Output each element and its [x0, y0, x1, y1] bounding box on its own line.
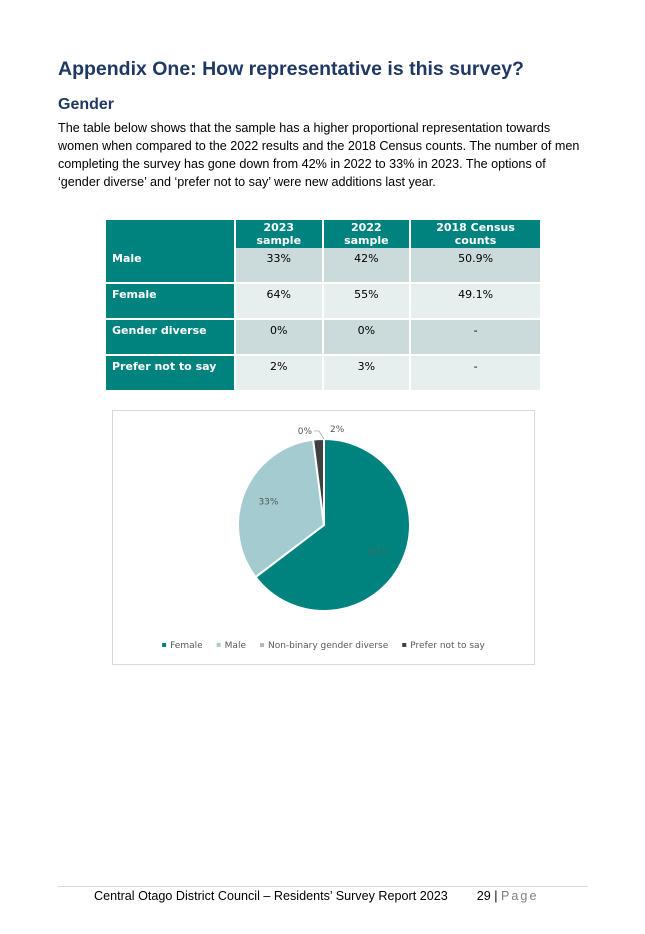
cell-census: - — [411, 356, 540, 392]
legend-label: Male — [224, 641, 246, 651]
page-number: 29 — [476, 889, 491, 903]
table-header-2022: 2022 sample — [324, 220, 410, 248]
cell-2022: 0% — [324, 320, 410, 356]
cell-2023: 33% — [236, 248, 322, 284]
cell-census: 50.9% — [411, 248, 540, 284]
legend-swatch — [402, 643, 406, 647]
table-header-blank — [106, 220, 234, 248]
footer-text: Central Otago District Council – Residents’ Survey Report 2023 — [94, 889, 448, 903]
intro-paragraph: The table below shows that the sample has a higher proportional representation towards women when compared to the 2022 results and the 2018 Census counts. The number of men completing the survey has gone down from 42% in 2022 to 33% in 2023. The options of ‘gender diverse’ and ‘prefer not to say’ were new additions last year. — [58, 121, 580, 189]
pie-chart-svg — [113, 411, 534, 664]
page-footer — [94, 889, 538, 903]
cell-2022: 3% — [324, 356, 410, 392]
legend-swatch — [260, 643, 264, 647]
table-row — [106, 320, 540, 356]
table-header-2023: 2023 sample — [236, 220, 322, 248]
row-label: Male — [106, 248, 234, 284]
section-heading-gender: Gender — [58, 96, 115, 113]
legend-label: Female — [170, 641, 203, 651]
pie-data-label: 0% — [297, 427, 312, 437]
cell-2023: 2% — [236, 356, 322, 392]
cell-census: 49.1% — [411, 284, 540, 320]
gender-pie-chart — [112, 410, 535, 665]
legend-label: Prefer not to say — [410, 641, 485, 651]
page-heading: Appendix One: How representative is this survey? — [58, 58, 524, 80]
cell-census: - — [411, 320, 540, 356]
legend-label: Non-binary gender diverse — [267, 641, 389, 651]
cell-2022: 42% — [324, 248, 410, 284]
table-header-row — [106, 220, 540, 248]
page-word: Page — [501, 889, 539, 903]
row-label: Prefer not to say — [106, 356, 234, 392]
row-label: Gender diverse — [106, 320, 234, 356]
cell-2022: 55% — [324, 284, 410, 320]
pie-leader-line — [314, 431, 324, 439]
pie-data-label: 64% — [367, 547, 388, 558]
cell-2023: 64% — [236, 284, 322, 320]
legend-swatch — [217, 643, 221, 647]
pie-data-label: 33% — [258, 497, 279, 508]
table-row — [106, 356, 540, 392]
pie-data-label: 2% — [330, 425, 345, 435]
table-row — [106, 284, 540, 320]
table-header-census: 2018 Census counts — [411, 220, 540, 248]
row-label: Female — [106, 284, 234, 320]
table-row — [106, 248, 540, 284]
footer-divider — [58, 886, 588, 887]
footer-separator: | — [490, 889, 502, 903]
gender-table — [104, 220, 542, 392]
chart-legend — [162, 641, 485, 651]
cell-2023: 0% — [236, 320, 322, 356]
legend-swatch — [162, 643, 166, 647]
